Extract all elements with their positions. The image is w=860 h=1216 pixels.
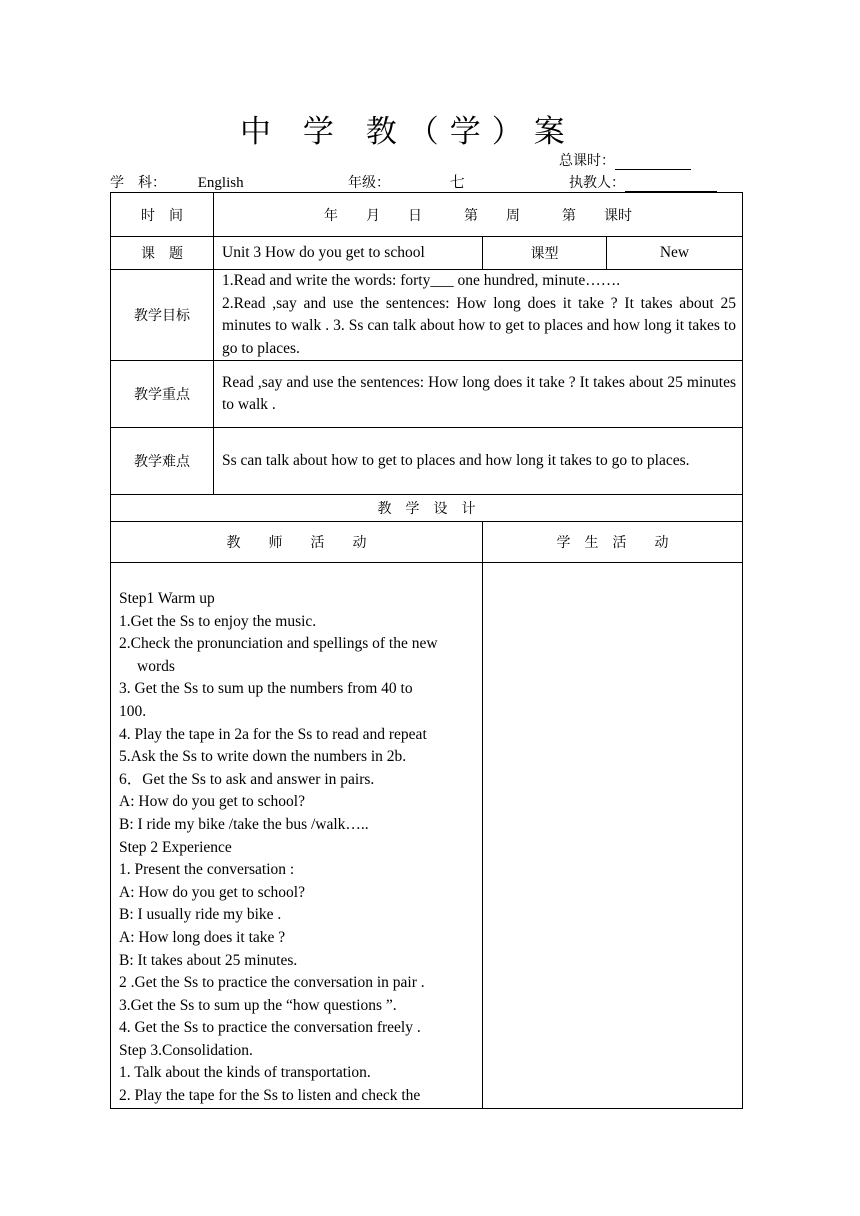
teacher-line: A: How long does it take ?: [119, 928, 286, 946]
teacher-line: Step 3.Consolidation.: [119, 1041, 253, 1059]
design-title: 教 学 设 计: [111, 495, 743, 522]
grade-value: [396, 175, 533, 193]
total-lessons-blank: [615, 154, 691, 170]
teacher-line: A: How do you get to school?: [119, 883, 305, 901]
key-points-row: [111, 361, 743, 428]
teacher-line: Step 2 Experience: [119, 838, 232, 856]
goals-line-1: 1.Read and write the words: forty___ one hundred, minute…….: [222, 272, 621, 289]
document-title: 中 学 教（学）案: [240, 114, 576, 150]
time-row: [111, 193, 743, 237]
executor-field: [569, 172, 717, 192]
teacher-line: B: It takes about 25 minutes.: [119, 951, 298, 969]
student-activity-content: [483, 563, 743, 1109]
key-points-label: 教学重点: [111, 361, 214, 428]
difficulties-row: [111, 428, 743, 495]
teacher-line: 2 .Get the Ss to practice the conversation in pair .: [119, 974, 425, 992]
teacher-line: 4. Get the Ss to practice the conversation freely .: [119, 1019, 421, 1037]
subject-value-text: English: [197, 175, 244, 191]
subject-field: [110, 172, 313, 193]
teacher-line: 1. Present the conversation :: [119, 861, 295, 879]
teacher-line: 2. Play the tape for the Ss to listen and check the: [119, 1087, 421, 1105]
subject-label: 学 科：: [110, 176, 166, 191]
executor-label: 执教人：: [569, 176, 625, 191]
teacher-activity-header: 教 师 活 动: [111, 522, 483, 563]
teacher-line: 1. Talk about the kinds of transportation.: [119, 1064, 371, 1082]
goals-text: [214, 270, 743, 361]
executor-blank: [625, 174, 717, 192]
teacher-line: 6．Get the Ss to ask and answer in pairs.: [119, 770, 375, 788]
teacher-line: B: I usually ride my bike .: [119, 906, 282, 924]
teacher-line: 3.Get the Ss to sum up the “how questions ”.: [119, 996, 397, 1014]
teacher-line: B: I ride my bike /take the bus /walk…..: [119, 815, 369, 833]
design-title-row: [111, 495, 743, 522]
topic-row: [111, 237, 743, 270]
goals-line-2: 2.Read ,say and use the sentences: How long does it take ? It takes about 25 minutes to walk . 3. Ss can talk about how to get to places and how long it takes to go to places.: [222, 294, 736, 357]
activity-body-row: [111, 563, 743, 1109]
lesson-type-label: 课型: [483, 237, 607, 270]
teacher-line: 4. Play the tape in 2a for the Ss to read and repeat: [119, 725, 427, 743]
subject-value: [174, 175, 313, 193]
student-activity-header: 学 生 活 动: [483, 522, 743, 563]
lesson-plan-table: [110, 192, 743, 1109]
teacher-line: 100.: [119, 702, 147, 720]
lesson-type-value: New: [607, 237, 743, 270]
goals-row: [111, 270, 743, 361]
total-lessons-label: 总课时：: [559, 154, 615, 169]
time-label: 时 间: [111, 193, 214, 237]
goals-label: 教学目标: [111, 270, 214, 361]
grade-label: 年级：: [348, 176, 390, 191]
teacher-line: A: How do you get to school?: [119, 793, 305, 811]
teacher-line: words: [137, 657, 175, 675]
topic-label: 课 题: [111, 237, 214, 270]
teacher-line: 3. Get the Ss to sum up the numbers from 40 to: [119, 680, 413, 698]
teacher-activity-content: [111, 563, 483, 1109]
topic-value: Unit 3 How do you get to school: [214, 237, 483, 270]
teacher-line: Step1 Warm up: [119, 590, 215, 607]
difficulties-text: Ss can talk about how to get to places and how long it takes to go to places.: [214, 428, 743, 495]
total-lessons: [559, 150, 691, 170]
difficulties-label: 教学难点: [111, 428, 214, 495]
teacher-line: 5.Ask the Ss to write down the numbers in 2b.: [119, 748, 407, 766]
grade-value-text: 七: [449, 175, 465, 191]
time-value: 年 月 日 第 周 第 课时: [214, 193, 743, 237]
teacher-line: 2.Check the pronunciation and spellings of the new: [119, 635, 438, 653]
activity-header-row: [111, 522, 743, 563]
grade-field: [348, 172, 533, 193]
teacher-line: 1.Get the Ss to enjoy the music.: [119, 612, 317, 630]
key-points-text: Read ,say and use the sentences: How long does it take ? It takes about 25 minutes to walk .: [214, 361, 743, 428]
